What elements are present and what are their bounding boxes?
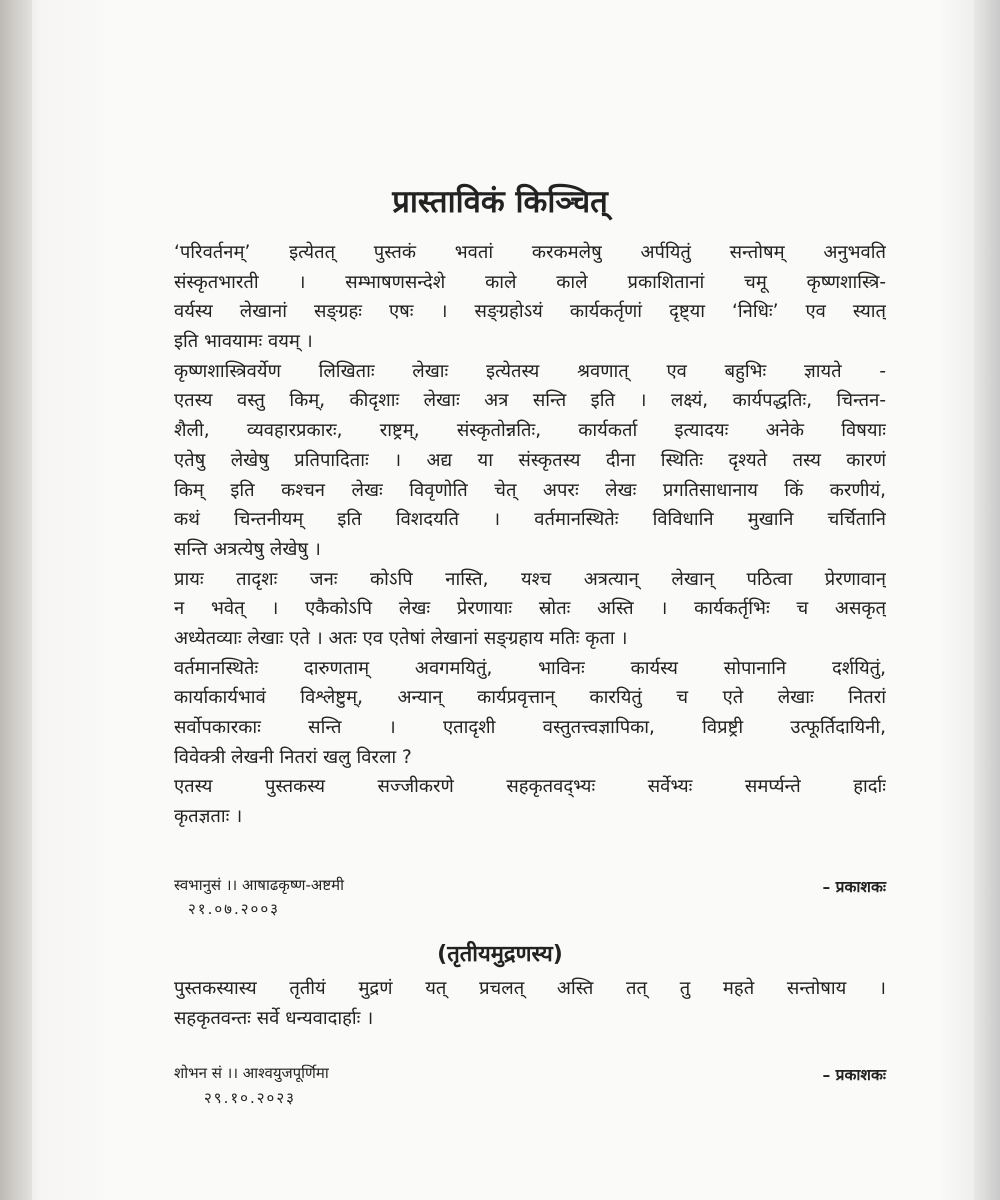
text-line: सन्ति अत्रत्येषु लेखेषु । — [174, 538, 321, 560]
text-line: न भवेत् । एकैकोऽपि लेखः प्रेरणायाः स्रोतः अस्ति । कार्यकर्तृभिः च असकृत् — [174, 598, 886, 620]
publisher-signature-2: – प्रकाशकः — [822, 1066, 886, 1084]
text-line: विवेक्त्री लेखनी नितरां खलु विरला ? — [174, 746, 412, 768]
preface-body — [174, 238, 886, 832]
signature-place-date-2: शोभन सं ।। आश्वयुजपूर्णिमा — [174, 1064, 329, 1082]
text-line: कार्याकार्यभावं विश्लेष्टुम्, अन्यान् कार्यप्रवृत्तान् कारयितुं च एते लेखाः नितरां — [174, 687, 886, 709]
text-line: किम् इति कश्चन लेखः विवृणोति चेत् अपरः लेखः प्रगतिसाधानाय किं करणीयं, — [174, 479, 886, 501]
publisher-signature-1: – प्रकाशकः — [822, 878, 886, 896]
signature-row-1 — [174, 875, 886, 897]
text-line: संस्कृतभारती । सम्भाषणसन्देशे काले काले प्रकाशितानां चमू कृष्णशास्त्रि- — [174, 271, 886, 293]
text-line: वर्यस्य लेखानां सङ्ग्रहः एषः । सङ्ग्रहोऽयं कार्यकर्तृणां दृष्ट्या ‘निधिः’ एव स्यात् — [174, 301, 886, 323]
text-line: एतस्य वस्तु किम्, कीदृशाः लेखाः अत्र सन्ति इति । लक्ष्यं, कार्यपद्धतिः, चिन्तन- — [174, 390, 886, 412]
text-line: शैली, व्यवहारप्रकारः, राष्ट्रम्, संस्कृतोन्नतिः, कार्यकर्ता इत्यादयः अनेके विषयाः — [174, 420, 886, 442]
text-line: कृष्णशास्त्रिवर्येण लिखिताः लेखाः इत्येतस्य श्रवणात् एव बहुभिः ज्ञायते - — [174, 360, 886, 382]
third-print-body — [174, 974, 886, 1033]
signature-place-date-1: स्वभानुसं ।। आषाढकृष्ण-अष्टमी — [174, 876, 344, 894]
section-subtitle: (तृतीयमुद्रणस्य) — [437, 942, 563, 967]
text-line: प्रायः तादृशः जनः कोऽपि नास्ति, यश्च अत्रत्यान् लेखान् पठित्वा प्रेरणावान् — [174, 568, 886, 590]
text-line: सहकृतवन्तः सर्वे धन्यवादार्हाः । — [174, 1007, 374, 1029]
signature-row-2 — [174, 1063, 886, 1085]
text-line: एतस्य पुस्तकस्य सज्जीकरणे सहकृतवद्भ्यः सर्वेभ्यः समर्प्यन्ते हार्दाः — [174, 776, 886, 798]
text-line: वर्तमानस्थितेः दारुणताम् अवगमयितुं, भाविनः कार्यस्य सोपानानि दर्शयितुं, — [174, 657, 886, 679]
text-line: एतेषु लेखेषु प्रतिपादिताः । अद्य या संस्कृतस्य दीना स्थितिः दृश्यते तस्य कारणं — [174, 449, 886, 471]
signature-date-2: २९.१०.२०२३ — [204, 1089, 296, 1107]
text-line: ‘परिवर्तनम्’ इत्येतत् पुस्तकं भवतां करकमलेषु अर्पयितुं सन्तोषम् अनुभवति — [174, 242, 886, 263]
text-line: कृतज्ञताः । — [174, 806, 243, 828]
text-line: इति भावयामः वयम् । — [174, 331, 313, 353]
text-line: कथं चिन्तनीयम् इति विशदयति । वर्तमानस्थितेः विविधानि मुखानि चर्चितानि — [174, 509, 886, 531]
text-line: सर्वोपकारकाः सन्ति । एतादृशी वस्तुतत्त्वज्ञापिका, विप्रष्ट्री उत्फूर्तिदायिनी, — [174, 717, 886, 738]
page-title: प्रास्ताविकं किञ्चित् — [392, 184, 608, 220]
text-line: पुस्तकस्यास्य तृतीयं मुद्रणं यत् प्रचलत् अस्ति तत् तु महते सन्तोषाय । — [174, 978, 886, 999]
signature-date-1: २१.०७.२००३ — [188, 900, 280, 918]
text-line: अध्येतव्याः लेखाः एते । अतः एव एतेषां लेखानां सङ्ग्रहाय मतिः कृता । — [174, 627, 628, 649]
